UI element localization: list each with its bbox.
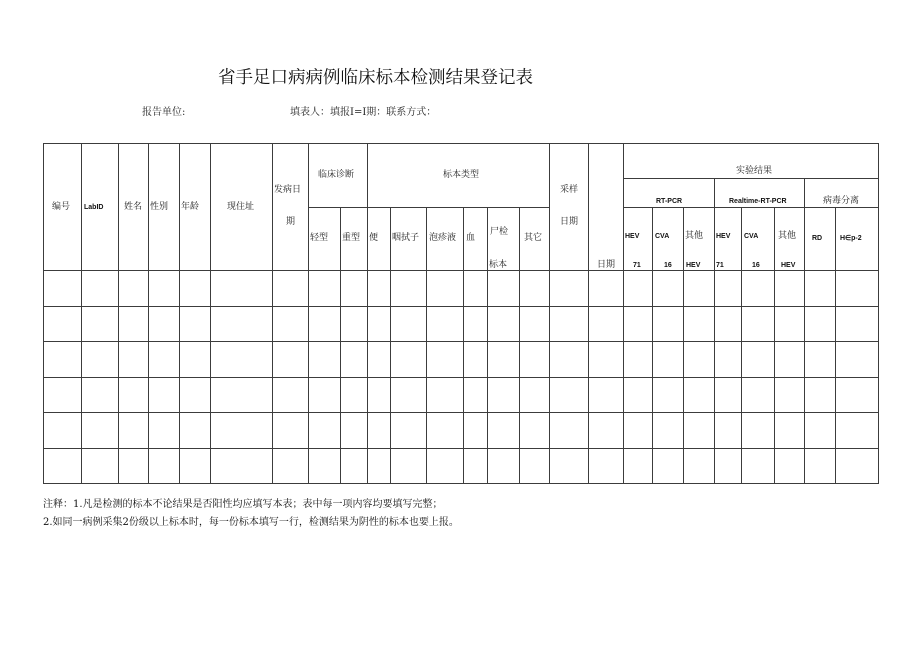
table-row <box>43 306 878 341</box>
data-cell <box>487 448 519 483</box>
data-cell <box>549 270 588 306</box>
data-cell <box>426 448 463 483</box>
header-specimen-autopsy-line1: 尸检 <box>490 226 509 237</box>
data-cell <box>308 270 340 306</box>
data-cell <box>426 412 463 448</box>
header-realtime-hev71-line1: HEV <box>716 232 731 240</box>
header-specimen-stool: 便 <box>369 232 379 243</box>
header-lab-results: 实验结果 <box>736 165 773 176</box>
data-cell <box>118 270 148 306</box>
data-cell <box>549 412 588 448</box>
data-cell <box>210 270 272 306</box>
data-cell <box>623 270 652 306</box>
data-cell <box>43 412 81 448</box>
grid-line-horizontal <box>308 207 550 208</box>
data-cell <box>148 448 179 483</box>
data-cell <box>118 306 148 341</box>
data-cell <box>367 377 390 412</box>
data-cell <box>741 412 774 448</box>
data-cell <box>308 412 340 448</box>
data-cell <box>804 377 835 412</box>
note-2: 2.如同一病例采集2份级以上标本时，每一份标本填写一行，检测结果为阴性的标本也要上报。 <box>43 517 459 528</box>
data-cell <box>81 341 118 377</box>
header-date: 日期 <box>597 259 616 270</box>
data-cell <box>623 448 652 483</box>
data-cell <box>463 270 487 306</box>
data-cell <box>774 341 804 377</box>
header-realtime-other-hev-line2: HEV <box>781 261 796 269</box>
data-cell <box>519 270 549 306</box>
data-cell <box>390 377 426 412</box>
header-specimen-autopsy-line2: 标本 <box>489 259 508 270</box>
data-cell <box>367 448 390 483</box>
data-cell <box>81 448 118 483</box>
data-cell <box>426 270 463 306</box>
data-cell <box>588 306 623 341</box>
data-cell <box>390 341 426 377</box>
header-rt-pcr-cva16-line2: 16 <box>664 261 672 269</box>
header-virus-isolation: 病毒分离 <box>823 195 860 206</box>
data-cell <box>81 306 118 341</box>
header-onset-date-line1: 发病日 <box>274 184 302 195</box>
header-sex: 性别 <box>150 201 169 212</box>
data-cell <box>623 306 652 341</box>
data-cell <box>340 412 367 448</box>
data-cell <box>43 377 81 412</box>
data-cell <box>741 448 774 483</box>
data-cell <box>210 377 272 412</box>
data-cell <box>272 270 308 306</box>
header-rt-pcr: RT-PCR <box>656 197 683 205</box>
data-cell <box>179 448 210 483</box>
data-cell <box>549 306 588 341</box>
data-cell <box>683 412 714 448</box>
table-row <box>43 377 878 412</box>
data-cell <box>43 448 81 483</box>
data-cell <box>774 377 804 412</box>
data-cell <box>367 306 390 341</box>
data-cell <box>367 412 390 448</box>
data-cell <box>340 448 367 483</box>
header-age: 年龄 <box>181 201 200 212</box>
data-cell <box>835 377 878 412</box>
table-row <box>43 448 878 483</box>
data-cell <box>210 412 272 448</box>
header-realtime-other-hev-line1: 其他 <box>778 230 797 241</box>
data-cell <box>714 448 741 483</box>
grid-line-horizontal <box>43 143 879 144</box>
data-cell <box>804 270 835 306</box>
data-cell <box>741 306 774 341</box>
data-cell <box>367 341 390 377</box>
data-cell <box>741 377 774 412</box>
data-cell <box>367 270 390 306</box>
data-cell <box>340 341 367 377</box>
header-isolation-rd: RD <box>812 234 823 242</box>
data-cell <box>463 412 487 448</box>
data-cell <box>148 377 179 412</box>
data-cell <box>179 306 210 341</box>
data-cell <box>118 448 148 483</box>
header-realtime-hev71-line2: 71 <box>716 261 724 269</box>
filler-info-label: 填表人：填报I=I期：联系方式： <box>290 107 437 118</box>
data-cell <box>463 306 487 341</box>
data-cell <box>652 377 683 412</box>
data-cell <box>835 412 878 448</box>
grid-line-horizontal <box>623 178 879 179</box>
header-rt-pcr-hev71-line1: HEV <box>625 232 640 240</box>
data-cell <box>741 341 774 377</box>
data-cell <box>118 377 148 412</box>
table-row <box>43 341 878 377</box>
data-cell <box>148 412 179 448</box>
header-specimen-type: 标本类型 <box>443 169 480 180</box>
data-cell <box>714 412 741 448</box>
data-cell <box>272 306 308 341</box>
header-specimen-vesicle-fluid: 泡疹液 <box>429 232 457 243</box>
data-cell <box>272 412 308 448</box>
data-cell <box>623 341 652 377</box>
report-unit-label: 报告单位: <box>142 107 186 118</box>
header-sampling-date-line1: 采样 <box>560 184 579 195</box>
document-title: 省手足口病病例临床标本检测结果登记表 <box>218 68 533 88</box>
data-cell <box>340 306 367 341</box>
data-cell <box>426 377 463 412</box>
data-cell <box>804 306 835 341</box>
data-cell <box>272 448 308 483</box>
header-specimen-other: 其它 <box>524 232 543 243</box>
data-cell <box>426 341 463 377</box>
header-onset-date-line2: 期 <box>286 216 296 227</box>
header-specimen-throat-swab: 咽拭子 <box>392 232 420 243</box>
data-cell <box>623 412 652 448</box>
data-cell <box>487 412 519 448</box>
header-rt-pcr-other-hev-line1: 其他 <box>685 230 704 241</box>
data-cell <box>179 377 210 412</box>
data-cell <box>714 341 741 377</box>
data-cell <box>652 306 683 341</box>
data-cell <box>43 341 81 377</box>
header-rt-pcr-other-hev-line2: HEV <box>686 261 701 269</box>
header-sampling-date-line2: 日期 <box>560 216 579 227</box>
data-cell <box>43 306 81 341</box>
data-cell <box>623 377 652 412</box>
header-realtime-cva16-line1: CVA <box>744 232 759 240</box>
data-cell <box>463 377 487 412</box>
data-cell <box>774 306 804 341</box>
data-cell <box>652 341 683 377</box>
data-cell <box>804 341 835 377</box>
data-cell <box>683 306 714 341</box>
data-cell <box>588 270 623 306</box>
data-cell <box>308 341 340 377</box>
data-cell <box>118 341 148 377</box>
data-cell <box>835 341 878 377</box>
data-cell <box>179 341 210 377</box>
data-cell <box>340 270 367 306</box>
data-cell <box>272 341 308 377</box>
data-cell <box>519 341 549 377</box>
data-cell <box>81 412 118 448</box>
data-cell <box>148 270 179 306</box>
data-cell <box>519 306 549 341</box>
data-cell <box>148 306 179 341</box>
data-cell <box>549 448 588 483</box>
data-cell <box>774 270 804 306</box>
data-cell <box>588 341 623 377</box>
data-cell <box>588 377 623 412</box>
data-cell <box>652 412 683 448</box>
header-clinical-diagnosis: 临床诊断 <box>318 169 355 180</box>
data-cell <box>340 377 367 412</box>
header-rt-pcr-cva16-line1: CVA <box>655 232 670 240</box>
data-cell <box>426 306 463 341</box>
data-cell <box>741 270 774 306</box>
data-cell <box>683 377 714 412</box>
data-cell <box>714 306 741 341</box>
grid-line-vertical <box>878 143 879 484</box>
table-row <box>43 412 878 448</box>
data-cell <box>463 448 487 483</box>
data-cell <box>390 306 426 341</box>
data-cell <box>179 412 210 448</box>
data-cell <box>210 341 272 377</box>
data-cell <box>588 412 623 448</box>
data-cell <box>81 270 118 306</box>
data-cell <box>308 377 340 412</box>
data-cell <box>81 377 118 412</box>
data-cell <box>652 448 683 483</box>
data-cell <box>390 270 426 306</box>
data-cell <box>774 448 804 483</box>
header-address: 现住址 <box>227 201 255 212</box>
data-cell <box>487 306 519 341</box>
data-cell <box>487 341 519 377</box>
note-1: 注释：1.凡是检测的标本不论结果是否阳性均应填写本表；表中每一项内容均要填写完整； <box>43 499 443 510</box>
data-cell <box>43 270 81 306</box>
data-cell <box>519 448 549 483</box>
data-cell <box>714 377 741 412</box>
data-cell <box>390 448 426 483</box>
header-diagnosis-severe: 重型 <box>342 232 361 243</box>
header-specimen-blood: 血 <box>466 232 476 243</box>
data-cell <box>835 448 878 483</box>
data-cell <box>210 448 272 483</box>
header-realtime-rt-pcr: Realtime-RT-PCR <box>729 197 787 205</box>
data-cell <box>308 448 340 483</box>
data-cell <box>683 270 714 306</box>
data-cell <box>390 412 426 448</box>
data-cell <box>487 377 519 412</box>
data-cell <box>463 341 487 377</box>
header-name: 姓名 <box>124 201 143 212</box>
data-cell <box>487 270 519 306</box>
grid-line-horizontal <box>43 483 879 484</box>
data-cell <box>179 270 210 306</box>
data-cell <box>308 306 340 341</box>
header-lab-id: LabID <box>84 203 104 211</box>
grid-line-horizontal <box>623 207 879 208</box>
data-cell <box>272 377 308 412</box>
data-cell <box>118 412 148 448</box>
data-cell <box>549 377 588 412</box>
data-cell <box>210 306 272 341</box>
data-cell <box>519 412 549 448</box>
data-cell <box>774 412 804 448</box>
data-cell <box>804 448 835 483</box>
header-rt-pcr-hev71-line2: 71 <box>633 261 641 269</box>
data-cell <box>804 412 835 448</box>
header-isolation-hep2: H∈p-2 <box>840 234 862 242</box>
data-cell <box>519 377 549 412</box>
header-realtime-cva16-line2: 16 <box>752 261 760 269</box>
header-id: 编号 <box>52 201 71 212</box>
data-cell <box>835 306 878 341</box>
header-diagnosis-mild: 轻型 <box>310 232 329 243</box>
data-cell <box>683 341 714 377</box>
data-cell <box>652 270 683 306</box>
data-cell <box>588 448 623 483</box>
table-row <box>43 270 878 306</box>
data-cell <box>683 448 714 483</box>
data-cell <box>714 270 741 306</box>
data-cell <box>835 270 878 306</box>
data-cell <box>148 341 179 377</box>
data-cell <box>549 341 588 377</box>
